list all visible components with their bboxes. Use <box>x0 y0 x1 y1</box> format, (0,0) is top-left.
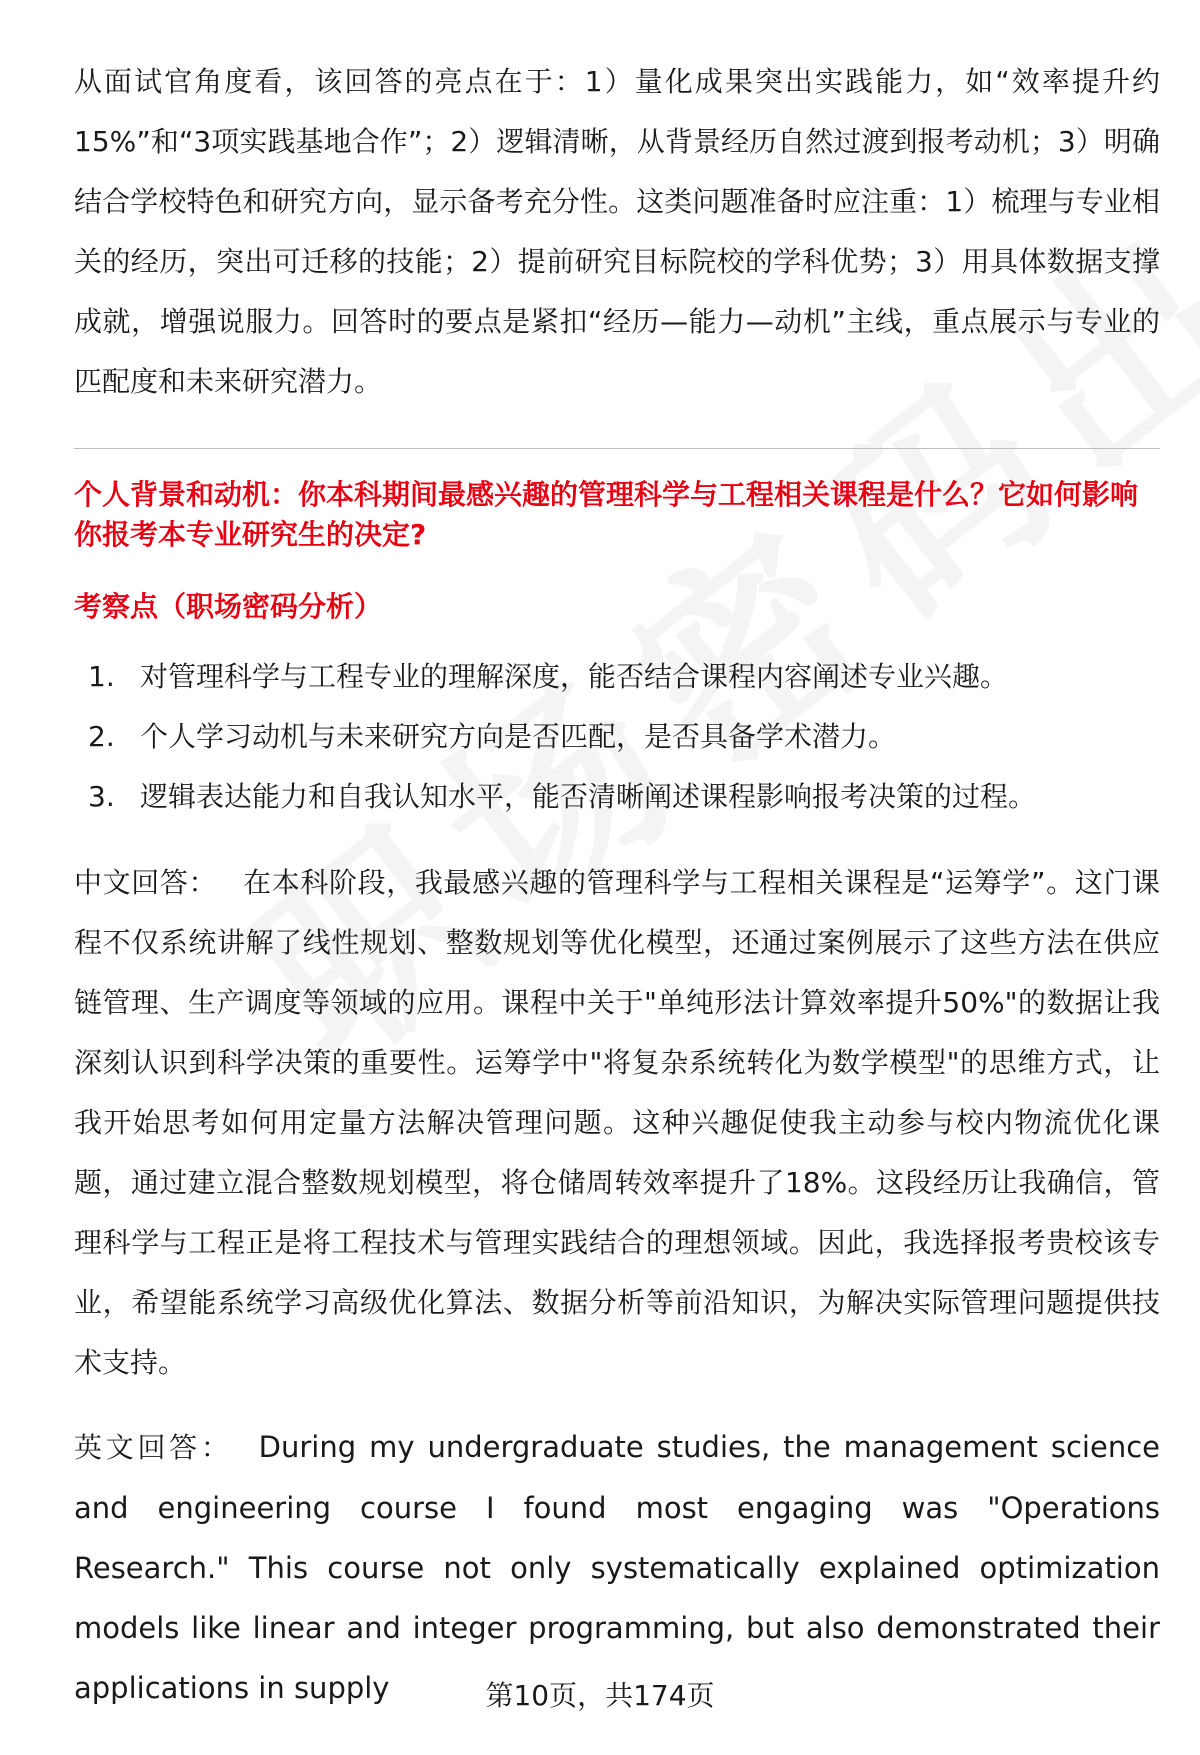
list-item <box>74 647 1160 707</box>
intro-paragraph: 从面试官角度看，该回答的亮点在于：1）量化成果突出实践能力，如“效率提升约15%”和“3项实践基地合作”；2）逻辑清晰，从背景经历自然过渡到报考动机；3）明确结合学校特色和研究方向，显示备考充分性。这类问题准备时应注重：1）梳理与专业相关的经历，突出可迁移的技能；2）提前研究目标院校的学科优势；3）用具体数据支撑成就，增强说服力。回答时的要点是紧扣“经历—能力—动机”主线，重点展示与专业的匹配度和未来研究潜力。 <box>74 65 1160 398</box>
list-item-text: 个人学习动机与未来研究方向是否匹配，是否具备学术潜力。 <box>140 720 897 753</box>
english-answer-label: 英文回答： <box>74 1431 233 1464</box>
list-item-text: 对管理科学与工程专业的理解深度，能否结合课程内容阐述专业兴趣。 <box>140 660 1009 693</box>
page-content <box>74 52 1160 1718</box>
chinese-answer-text: 在本科阶段，我最感兴趣的管理科学与工程相关课程是“运筹学”。这门课程不仅系统讲解了线性规划、整数规划等优化模型，还通过案例展示了这些方法在供应链管理、生产调度等领域的应用。课程中关于"单纯形法计算效率提升50%"的数据让我深刻认识到科学决策的重要性。运筹学中"将复杂系统转化为数学模型"的思维方式，让我开始思考如何用定量方法解决管理问题。这种兴趣促使我主动参与校内物流优化课题，通过建立混合整数规划模型，将仓储周转效率提升了18%。这段经历让我确信，管理科学与工程正是将工程技术与管理实践结合的理想领域。因此，我选择报考贵校该专业，希望能系统学习高级优化算法、数据分析等前沿知识，为解决实际管理问题提供技术支持。 <box>74 866 1160 1379</box>
focus-heading: 考察点（职场密码分析） <box>74 590 383 623</box>
list-item <box>74 707 1160 767</box>
chinese-answer <box>74 853 1160 1393</box>
english-answer-text: During my undergraduate studies, the management science and engineering course I found most engaging was "Operations Research." This course not only systematically explained optimization models like linear and integer programming, but also demonstrated their applications in supply <box>74 1430 1160 1705</box>
english-answer <box>74 1417 1160 1718</box>
question-heading: 个人背景和动机：你本科期间最感兴趣的管理科学与工程相关课程是什么？它如何影响你报考本专业研究生的决定? <box>74 478 1139 551</box>
list-item <box>74 767 1160 827</box>
section-divider <box>74 448 1160 449</box>
focus-points-list <box>74 647 1160 827</box>
list-item-number: 3. <box>88 780 115 813</box>
chinese-answer-label: 中文回答： <box>74 866 218 899</box>
list-item-text: 逻辑表达能力和自我认知水平，能否清晰阐述课程影响报考决策的过程。 <box>140 780 1037 813</box>
list-item-number: 1. <box>88 660 115 693</box>
list-item-number: 2. <box>88 720 115 753</box>
page-number-footer: 第10页，共174页 <box>485 1679 715 1712</box>
